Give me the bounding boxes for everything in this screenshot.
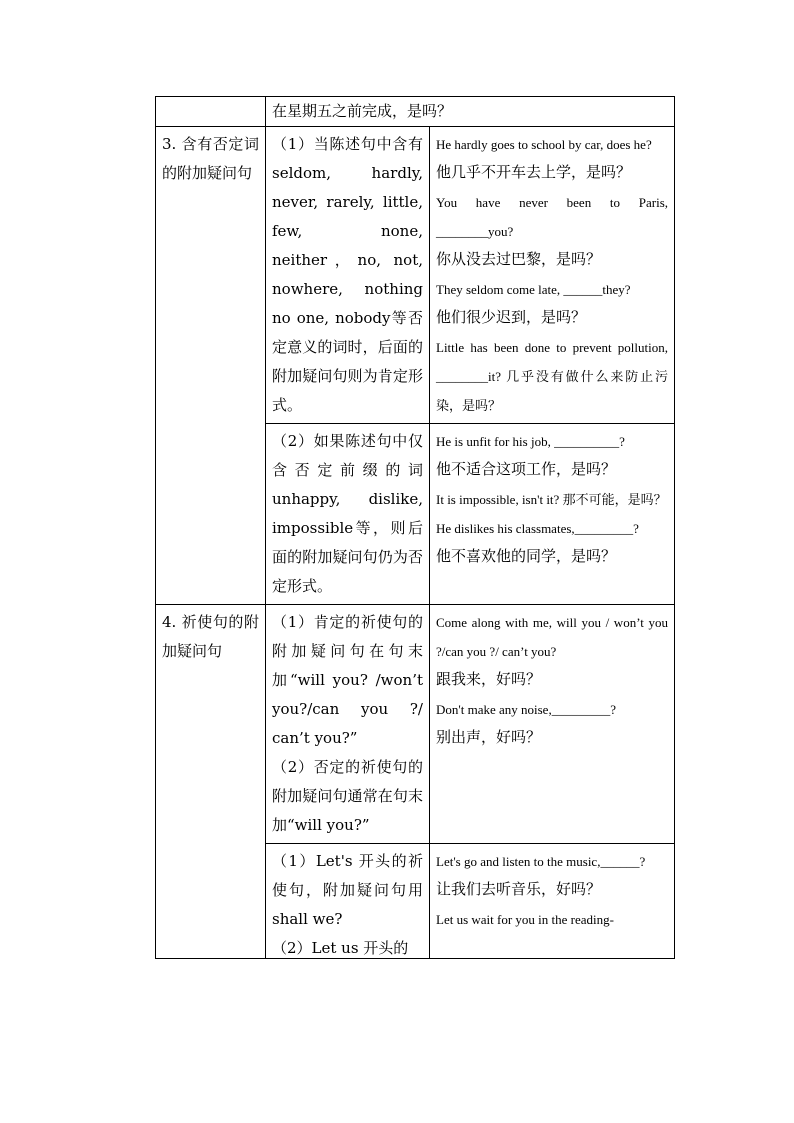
example-translation: 别出声，好吗？ <box>436 730 542 746</box>
example-sentence: Don't make any noise,_________? <box>436 702 616 717</box>
example-sentence: He hardly goes to school by car, does he? <box>436 137 652 152</box>
example-translation: 他不适合这项工作，是吗？ <box>436 462 617 478</box>
rule-text: （1）当陈述句中含有seldom, hardly, never, rarely, little, few, none, neither，no, not, nowhere, nothing no one, nobody等否定意义的词时，后面的附加疑问句则为肯定形式。 <box>272 135 423 414</box>
example-translation: 在星期五之前完成，是吗？ <box>272 102 453 120</box>
example-sentence: You have never been to Paris, ________you? <box>436 195 669 239</box>
rule-text: （2）Let us 开头的 <box>272 939 409 955</box>
category-label: 3. 含有否定词的附加疑问句 <box>162 135 259 182</box>
example-translation: 他几乎不开车去上学，是吗？ <box>436 165 632 181</box>
table-row <box>156 605 675 844</box>
example-sentence: Let's go and listen to the music,______? <box>436 854 646 869</box>
rule-text: （2）否定的祈使句的附加疑问句通常在句末加“will you?” <box>272 758 423 834</box>
example-translation: 跟我来，好吗？ <box>436 672 542 688</box>
examples-cell <box>430 844 675 959</box>
grammar-table <box>155 96 675 959</box>
rule-cell-clip <box>272 847 423 955</box>
rule-text: （1）肯定的祈使句的附加疑问句在句末加“will you? /won’t you?/can you ?/ can’t you?” <box>272 613 423 747</box>
example-translation: 你从没去过巴黎，是吗？ <box>436 252 602 268</box>
table-row <box>156 127 675 424</box>
example-translation: 他不喜欢他的同学，是吗？ <box>436 549 617 565</box>
examples-cell <box>430 127 675 424</box>
rule-text: （2）如果陈述句中仅含否定前缀的词unhappy, dislike, impossible等，则后面的附加疑问句仍为否定形式。 <box>272 432 423 595</box>
rule-cell <box>266 424 430 605</box>
table-row <box>156 97 675 127</box>
example-sentence: Let us wait for you in the reading- <box>436 912 614 927</box>
example-translation: 让我们去听音乐，好吗？ <box>436 882 602 898</box>
category-cell-negative-tag <box>156 127 266 605</box>
rule-cell <box>266 127 430 424</box>
example-sentence: He dislikes his classmates,_________? <box>436 521 639 536</box>
example-sentence: Come along with me, will you / won’t you ?/can you ?/ can’t you? <box>436 615 669 659</box>
example-sentence: They seldom come late, ______they? <box>436 282 631 297</box>
examples-cell <box>430 605 675 844</box>
table-cell-continued-example <box>266 97 675 127</box>
examples-cell-clip <box>436 847 668 955</box>
example-sentence: Little has been done to prevent pollution, ________it? 几乎没有做什么来防止污染，是吗？ <box>436 340 669 413</box>
examples-cell <box>430 424 675 605</box>
example-translation: 他们很少迟到，是吗？ <box>436 310 587 326</box>
category-label: 4. 祈使句的附加疑问句 <box>162 613 259 660</box>
example-sentence: He is unfit for his job, __________? <box>436 434 625 449</box>
rule-text: （1）Let's 开头的祈使句，附加疑问句用shall we? <box>272 852 423 928</box>
rule-cell <box>266 844 430 959</box>
rule-cell <box>266 605 430 844</box>
category-cell-imperative-tag <box>156 605 266 959</box>
table-cell-empty <box>156 97 266 127</box>
example-sentence: It is impossible, isn't it? 那不可能，是吗？ <box>436 492 667 507</box>
